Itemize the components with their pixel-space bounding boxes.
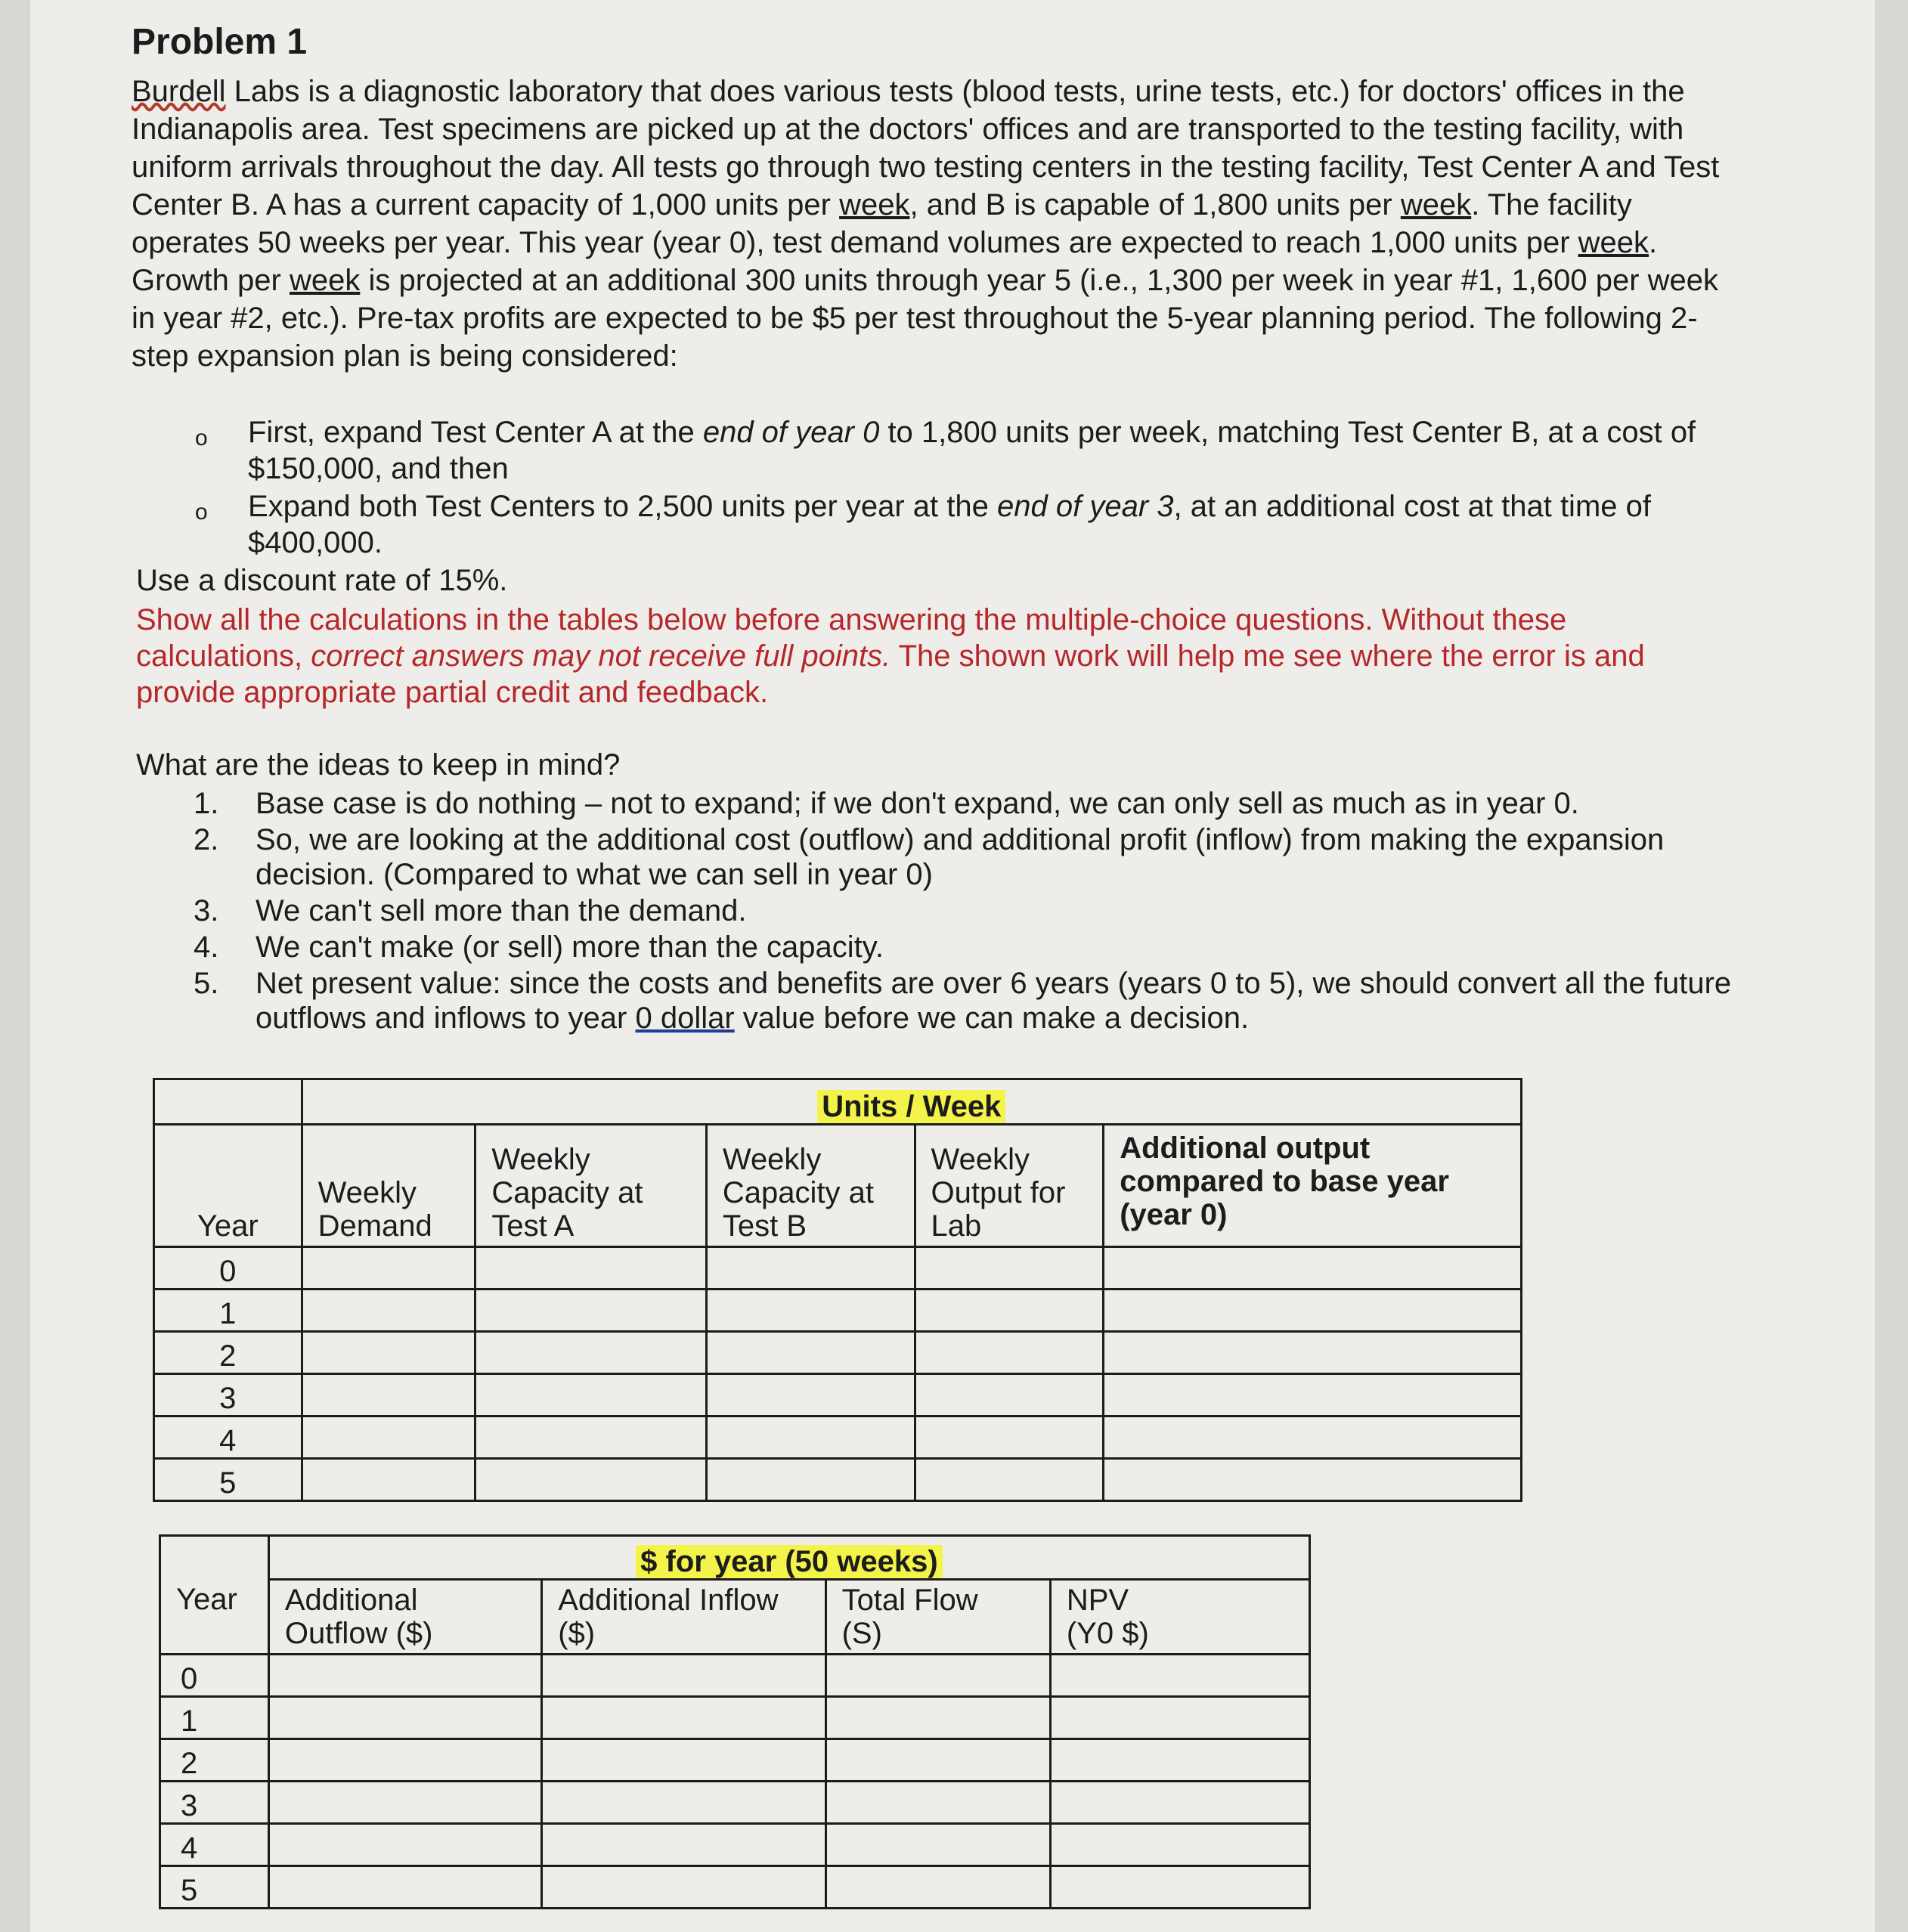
table-row: 1 — [160, 1697, 1310, 1739]
list-item: 3. We can't sell more than the demand. — [194, 894, 747, 927]
table2-header-outflow: Additional Outflow ($) — [268, 1580, 541, 1655]
worksheet-page: Problem 1 Burdell Labs is a diagnostic laboratory that does various tests (blood tests, urine tests, etc.) for doctors' offices in the Indianapolis area. Test specimens are picked up at the doctors' offices and are transported to the testing facility, with uniform arrivals throughout the day. All tests go through two testing centers in the testing facility, Test Center A and Test Center B. A has a current capacity of 1,000 units per week, and B is capable of 1,800 units per week. The facility operates 50 weeks per year. This year (year 0), test demand volumes are expected to reach 1,000 units per week. Growth per week is projected at an additional 300 units through year 5 (i.e., 1,300 per week in year #1, 1,600 per week in year #2, etc.). Pre-tax profits are expected to be $5 per test throughout the 5-year planning period. The following 2-step expansion plan is being considered: o First, expand Test Center A at the end of year 0 to 1,800 units per week, matching Test Center B, at a cost of $150,000, and then o Expand both Test Centers to 2,500 units per year at the end of year 3, at an additional cost at that time of $400,000. Use a discount rate of 15%. Show all the calculations in the tables below before answering the multiple-choice questions. Without these calculations, correct answers may not receive full points. The shown work will help me see where the error is and provide appropriate partial credit and feedback. What are the ideas to keep in mind? 1. Base case is do nothing – not to expand; if we don't expand, we can only sell as much as in year 0. 2. So, we are looking at the additional cost (outflow) and additional profit (inflow) from making the expansion decision. (Compared to what we can sell in year 0) 3. We can't sell more than the demand. 4. We can't make (or sell) more than the capacity. 5. Net present value: since the costs and benefits are over 6 years (years 0 to 5), we should convert all the future outflows and inflows to year 0 dollar value before we can make a decision. Units / Week Year Weekly Demand Weekly Capacity at Test A Weekly Capacity at Test B Weekly Output for Lab Additional output compared to base year (year 0) 0 1 2 3 4 5 $ for year (50 weeks) Year Additional Outflow ($) Additional Inflow ($) Total Flow (S) NPV (Y0 $) 0 1 2 3 4 5 — [30, 0, 1875, 1932]
instructions-text: Show all the calculations in the tables below before answering the multiple-choice questions. Without these calculations, correct answers may not receive full points. The shown work will help me see where the error is and provide appropriate partial credit and feedback. — [136, 603, 1645, 709]
table-row: 2 — [160, 1739, 1310, 1782]
table2-title: $ for year (50 weeks) — [636, 1545, 943, 1578]
ideas-list — [194, 786, 1743, 1037]
table1-header-output: Weekly Output for Lab — [915, 1125, 1104, 1247]
table-row: 3 — [160, 1782, 1310, 1824]
table2-header-inflow: Additional Inflow ($) — [542, 1580, 825, 1655]
table2-header-npv: NPV (Y0 $) — [1050, 1580, 1309, 1655]
table-row: 4 — [160, 1824, 1310, 1866]
list-item: 4. We can't make (or sell) more than the capacity. — [194, 930, 884, 964]
list-item: 5. Net present value: since the costs and benefits are over 6 years (years 0 to 5), we should convert all the future outflows and inflows to year 0 dollar value before we can make a decision. — [194, 967, 1732, 1035]
list-item: 2. So, we are looking at the additional cost (outflow) and additional profit (inflow) from making the expansion decision. (Compared to what we can sell in year 0) — [194, 823, 1665, 891]
table-row: 2 — [154, 1332, 1522, 1374]
table1-header-additional: Additional output compared to base year (year 0) — [1104, 1125, 1522, 1247]
company-name: Burdell — [132, 75, 226, 108]
table-row: 3 — [154, 1374, 1522, 1416]
table1-header-capacity-a: Weekly Capacity at Test A — [475, 1125, 707, 1247]
dollars-per-year-table — [159, 1534, 1311, 1909]
table2-header-total-flow: Total Flow (S) — [825, 1580, 1050, 1655]
table1-header-year: Year — [154, 1125, 302, 1247]
table2-header-year: Year — [160, 1580, 269, 1655]
discount-rate-line: Use a discount rate of 15%. — [136, 564, 508, 597]
table-row: 5 — [154, 1459, 1522, 1501]
table1-title: Units / Week — [817, 1090, 1005, 1123]
problem-title: Problem 1 — [132, 22, 308, 62]
table1-header-capacity-b: Weekly Capacity at Test B — [706, 1125, 915, 1247]
problem-description: Burdell Labs is a diagnostic laboratory that does various tests (blood tests, urine tests, etc.) for doctors' offices in the Indianapolis area. Test specimens are picked up at the doctors' offices and are transported to the testing facility, with uniform arrivals throughout the day. All tests go through two testing centers in the testing facility, Test Center A and Test Center B. A has a current capacity of 1,000 units per week, and B is capable of 1,800 units per week. The facility operates 50 weeks per year. This year (year 0), test demand volumes are expected to reach 1,000 units per week. Growth per week is projected at an additional 300 units through year 5 (i.e., 1,300 per week in year #1, 1,600 per week in year #2, etc.). Pre-tax profits are expected to be $5 per test throughout the 5-year planning period. The following 2-step expansion plan is being considered: — [132, 75, 1720, 373]
ideas-heading: What are the ideas to keep in mind? — [136, 748, 621, 782]
table-row: 5 — [160, 1866, 1310, 1909]
list-item: 1. Base case is do nothing – not to expand; if we don't expand, we can only sell as much as in year 0. — [194, 787, 1579, 820]
table-row: 1 — [154, 1290, 1522, 1332]
units-per-week-table — [153, 1078, 1522, 1502]
table1-header-demand: Weekly Demand — [302, 1125, 475, 1247]
table-row: 0 — [154, 1247, 1522, 1290]
table-row: 4 — [154, 1416, 1522, 1459]
table-row: 0 — [160, 1655, 1310, 1697]
